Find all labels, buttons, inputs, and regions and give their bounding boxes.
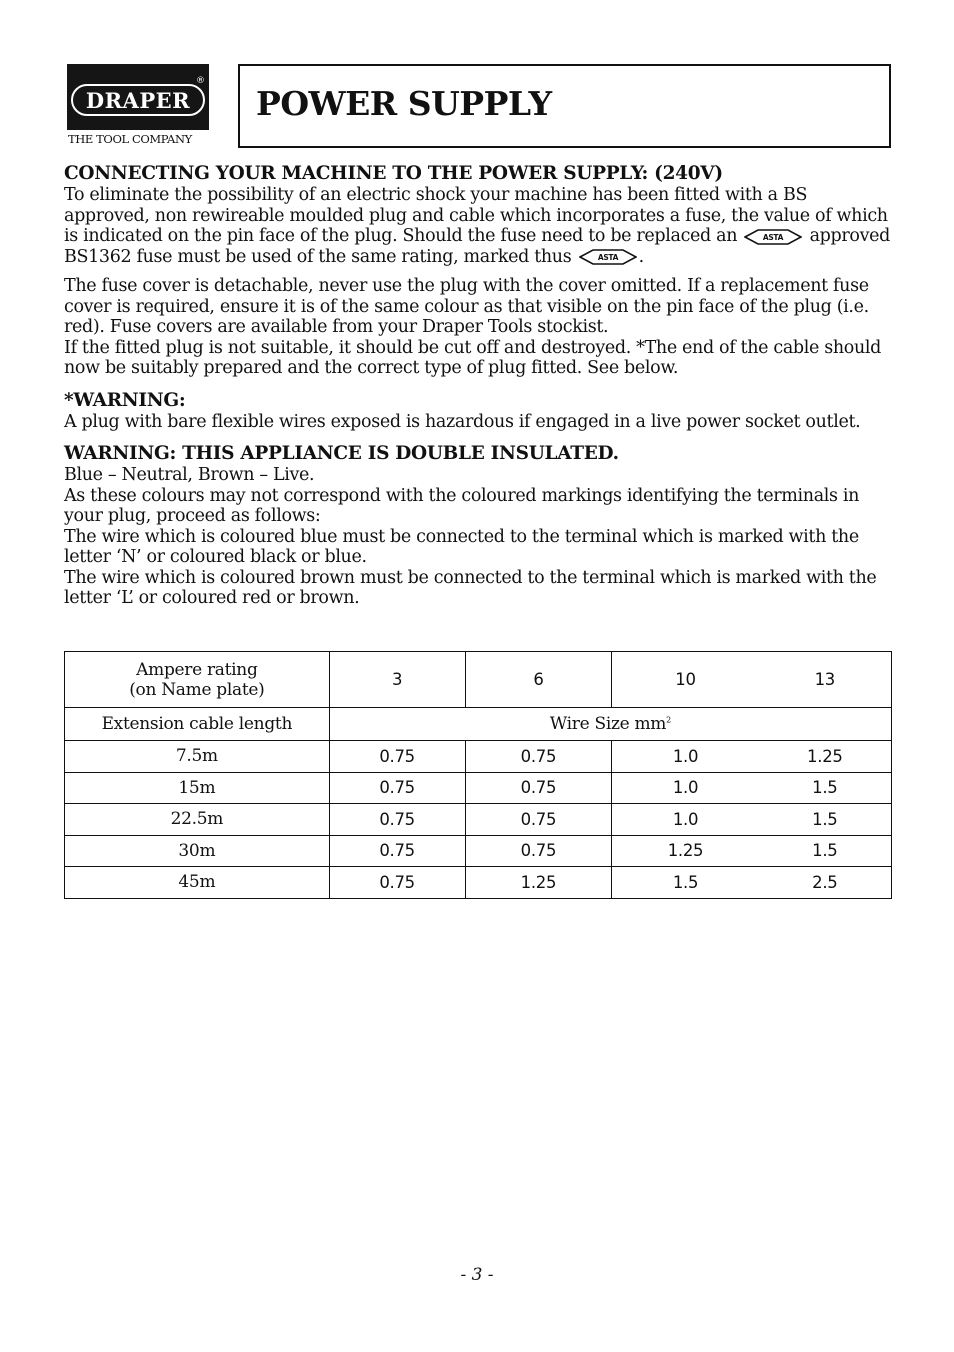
rating-13: 13: [759, 652, 892, 708]
length-cell: 45m: [65, 867, 330, 899]
value-cell: 1.25: [759, 741, 892, 773]
value-cell: 2.5: [759, 867, 892, 899]
section-heading-double-insulated: WARNING: THIS APPLIANCE IS DOUBLE INSULATED.: [64, 443, 619, 464]
wire-size-table: [64, 651, 892, 899]
wire-size-text: Wire Size mm: [549, 714, 667, 734]
extension-length-label: Extension cable length: [65, 708, 330, 741]
value-cell: 0.75: [329, 835, 465, 867]
paragraph-colours: Blue – Neutral, Brown – Live.: [64, 465, 315, 485]
value-cell: 1.0: [612, 804, 759, 836]
length-cell: 22.5m: [65, 804, 330, 836]
wire-size-superscript: 2: [666, 715, 671, 725]
table-row: [65, 867, 892, 899]
value-cell: 1.5: [759, 772, 892, 804]
logo-badge: [67, 64, 209, 130]
table-header-row: [65, 652, 892, 708]
value-cell: 1.25: [612, 835, 759, 867]
title-box: [238, 64, 891, 148]
registered-mark: ®: [196, 76, 205, 86]
paragraph-terminals: As these colours may not correspond with the coloured markings identifying the terminals in your plug, proceed as follows:: [64, 485, 860, 526]
wire-size-label: [329, 708, 891, 741]
logo-pill: [71, 84, 205, 116]
rating-10: 10: [612, 652, 759, 708]
paragraph-fuse-cover: The fuse cover is detachable, never use the plug with the cover omitted. If a replacement fuse cover is required, ensure it is of the same colour as that visible on the pin face of the plug (i.e. red). Fuse covers are available from your Draper Tools stockist.: [64, 276, 869, 337]
logo-brand: DRAPER: [85, 87, 191, 113]
rating-3: 3: [329, 652, 465, 708]
paragraph-blue-wire: The wire which is coloured blue must be connected to the terminal which is marked with the letter ‘N’ or coloured black or blue.: [64, 526, 859, 567]
length-cell: 15m: [65, 772, 330, 804]
section-heading-warning: *WARNING:: [64, 389, 186, 411]
value-cell: 0.75: [329, 867, 465, 899]
table-subheader-row: [65, 708, 892, 741]
table-row: [65, 772, 892, 804]
value-cell: 0.75: [329, 741, 465, 773]
value-cell: 1.5: [612, 867, 759, 899]
table-row: [65, 835, 892, 867]
value-cell: 1.5: [759, 804, 892, 836]
section-heading-connecting: CONNECTING YOUR MACHINE TO THE POWER SUPPLY: (240V): [64, 163, 723, 184]
value-cell: 0.75: [465, 741, 612, 773]
value-cell: 1.5: [759, 835, 892, 867]
page-number: - 3 -: [460, 1265, 494, 1285]
draper-logo: [67, 64, 209, 148]
table-row: [65, 804, 892, 836]
value-cell: 0.75: [465, 835, 612, 867]
length-cell: 7.5m: [65, 741, 330, 773]
asta-mark-icon: [744, 229, 802, 245]
logo-tagline: THE TOOL COMPANY: [68, 132, 192, 146]
page-title: POWER SUPPLY: [256, 84, 552, 123]
asta-mark-label: ASTA: [763, 232, 784, 242]
value-cell: 0.75: [465, 772, 612, 804]
paragraph-warning: A plug with bare flexible wires exposed is hazardous if engaged in a live power socket outlet.: [64, 411, 861, 432]
ampere-rating-label-line1: Ampere rating: [136, 659, 258, 680]
value-cell: 1.0: [612, 741, 759, 773]
paragraph-fuse-b: approved BS1362 fuse must be used of the same rating, marked thus: [64, 226, 890, 267]
main-content: [64, 162, 892, 609]
paragraph-fuse-a: To eliminate the possibility of an electric shock your machine has been fitted with a BS approved, non rewireable moulded plug and cable which incorporates a fuse, the value of which is indicated on the pin face of the plug. Should the fuse need to be replaced an: [64, 185, 888, 246]
value-cell: 1.25: [465, 867, 612, 899]
paragraph-plug-not-suitable: If the fitted plug is not suitable, it should be cut off and destroyed. *The end of the cable should now be suitably prepared and the correct type of plug fitted. See below.: [64, 337, 881, 378]
paragraph-fuse-c: .: [638, 246, 644, 267]
ampere-rating-label: [65, 652, 330, 708]
ampere-rating-label-line2: (on Name plate): [129, 679, 265, 700]
table-row: [65, 741, 892, 773]
value-cell: 1.0: [612, 772, 759, 804]
asta-mark-icon: [579, 249, 637, 265]
asta-mark-label: ASTA: [597, 253, 618, 262]
value-cell: 0.75: [465, 804, 612, 836]
paragraph-fuse: [64, 185, 892, 267]
paragraph-brown-wire: The wire which is coloured brown must be connected to the terminal which is marked with the letter ‘L’ or coloured red or brown.: [64, 567, 877, 608]
value-cell: 0.75: [329, 772, 465, 804]
rating-6: 6: [465, 652, 612, 708]
value-cell: 0.75: [329, 804, 465, 836]
length-cell: 30m: [65, 835, 330, 867]
